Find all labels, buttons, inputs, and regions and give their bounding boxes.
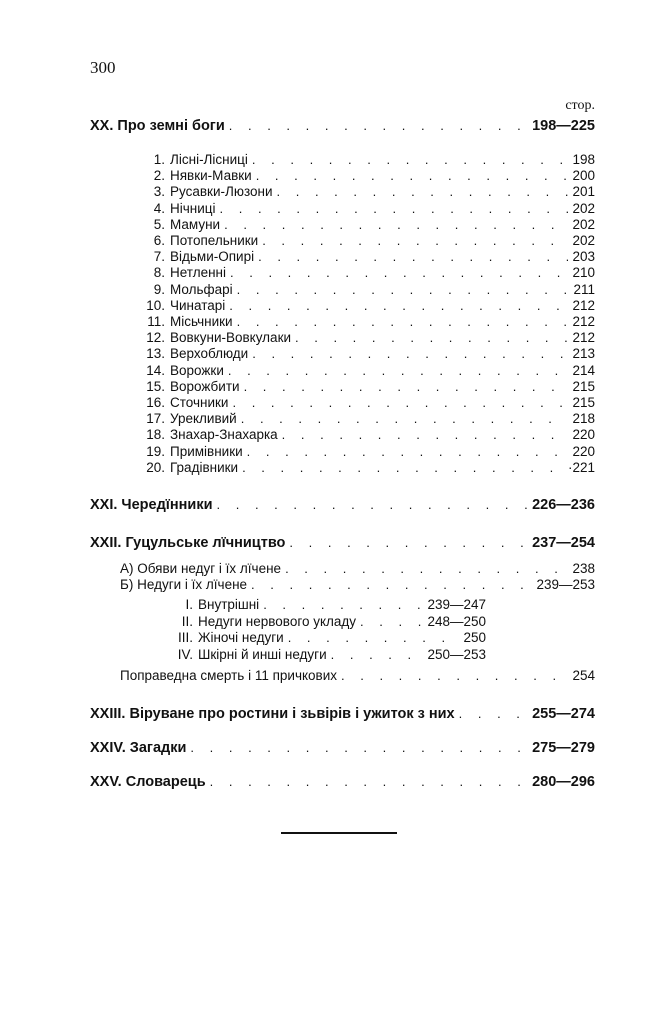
- dot-leader: [258, 249, 568, 264]
- entry-label: 11. Місьчники: [138, 314, 233, 329]
- dot-leader: [229, 118, 528, 133]
- entry-page: 215: [572, 395, 595, 410]
- toc-entry: [138, 217, 595, 232]
- entry-label: 16. Сточники: [138, 395, 228, 410]
- entry-number: 19.: [146, 443, 165, 459]
- entry-label: 3. Русавки-Люзони: [138, 184, 273, 199]
- entry-page: 214: [572, 362, 595, 378]
- toc-entry: [120, 561, 595, 576]
- entry-number: 3.: [153, 184, 165, 200]
- dot-leader: [237, 282, 570, 297]
- toc-section-xxi: [90, 497, 595, 513]
- entry-page: 198: [572, 152, 595, 167]
- toc-entry: [166, 630, 486, 645]
- entry-page: 212: [572, 330, 595, 346]
- toc-entry: [138, 249, 595, 264]
- entry-label: II. Недуги нервового укладу: [166, 614, 356, 629]
- entry-page: 250: [463, 630, 486, 645]
- entry-number: 18.: [146, 427, 165, 443]
- toc-section-xx: [90, 118, 595, 134]
- pages-column-header: стор.: [565, 98, 595, 113]
- toc-entry: [138, 168, 595, 183]
- entry-page: 202: [572, 216, 595, 232]
- entry-number: 8.: [153, 265, 165, 281]
- entry-page: 211: [573, 281, 595, 297]
- entry-number: 12.: [146, 330, 165, 346]
- entry-label: 10. Чинатарі: [138, 298, 225, 313]
- entry-number: 15.: [146, 378, 165, 394]
- entry-number: II.: [181, 613, 193, 629]
- entry-page: 220: [572, 427, 595, 443]
- entry-page: 215: [572, 378, 595, 394]
- entry-label: III. Жіночі недуги: [166, 630, 284, 645]
- entry-label: 15. Ворожбити: [138, 379, 240, 394]
- entry-page: 202: [572, 200, 595, 216]
- entry-page: 238: [572, 561, 595, 576]
- toc-entry: [166, 614, 486, 629]
- toc-entry: [138, 201, 595, 216]
- dot-leader: [228, 363, 569, 378]
- entry-number: 1.: [153, 152, 165, 167]
- entry-number: 2.: [153, 168, 165, 184]
- entry-label: 5. Мамуни: [138, 217, 220, 232]
- dot-leader: [237, 314, 569, 329]
- dot-leader: [459, 706, 528, 721]
- dot-leader: [229, 298, 568, 313]
- dot-leader: [241, 411, 569, 426]
- entry-page: 218: [572, 411, 595, 427]
- toc-entry: [138, 395, 595, 410]
- section-title: XX. Про земні боги: [90, 118, 225, 134]
- entry-page: ·221: [567, 459, 595, 475]
- dot-leader: [289, 535, 528, 550]
- entry-number: 6.: [153, 233, 165, 248]
- toc-entry: [138, 363, 595, 378]
- entry-page: 250—253: [427, 646, 486, 662]
- section-title: XXI. Чередїнники: [90, 497, 213, 513]
- entry-label: IV. Шкірні й инші недуги: [166, 647, 327, 662]
- dot-leader: [251, 577, 532, 592]
- toc-entry: [138, 411, 595, 426]
- toc-entry: [138, 346, 595, 361]
- entry-label: Б) Недуги і їх лїчене: [120, 577, 248, 592]
- dot-leader: [230, 265, 568, 280]
- toc-entry: [138, 233, 595, 248]
- entry-number: 13.: [146, 346, 165, 362]
- dot-leader: [190, 740, 528, 755]
- entry-number: 10.: [146, 297, 165, 313]
- dot-leader: [247, 444, 569, 459]
- entry-label: 1. Лісні-Лісниці: [138, 152, 248, 167]
- section-pages: 280—296: [532, 774, 595, 790]
- entry-label: 19. Примівники: [138, 444, 243, 459]
- entry-page: 203: [572, 249, 595, 265]
- dot-leader: [252, 346, 568, 361]
- dot-leader: [263, 597, 423, 612]
- dot-leader: [282, 427, 569, 442]
- section-title: XXV. Словарець: [90, 774, 206, 790]
- toc-entry: [138, 427, 595, 442]
- toc-entry: [138, 152, 595, 167]
- section-pages: 237—254: [532, 535, 595, 551]
- entry-number: 5.: [153, 216, 165, 232]
- entry-label: 6. Потопельники: [138, 233, 258, 248]
- dot-leader: [242, 460, 564, 475]
- entry-page: 200: [572, 168, 595, 184]
- toc-entry: [120, 668, 595, 683]
- entry-label: 13. Верхоблюди: [138, 346, 248, 361]
- entry-number: 7.: [153, 249, 165, 265]
- dot-leader: [217, 497, 529, 512]
- toc-section-xxv: [90, 774, 595, 790]
- entry-number: 20.: [146, 459, 165, 475]
- entry-page: 248—250: [427, 613, 486, 629]
- dot-leader: [244, 379, 569, 394]
- dot-leader: [295, 330, 568, 345]
- entry-page: 254: [572, 668, 595, 683]
- toc-entry: [138, 314, 595, 329]
- entry-number: 14.: [146, 362, 165, 378]
- toc-entry: [138, 265, 595, 280]
- dot-leader: [341, 668, 568, 683]
- section-pages: 226—236: [532, 497, 595, 513]
- dot-leader: [210, 774, 528, 789]
- dot-leader: [256, 168, 569, 183]
- entry-page: 202: [572, 233, 595, 248]
- section-title: XXIII. Віруване про ростини і зьвірів і ужиток з них: [90, 706, 455, 722]
- toc-section-xxiv: [90, 740, 595, 756]
- entry-label: 7. Відьми-Опирі: [138, 249, 254, 264]
- entry-number: III.: [177, 630, 193, 645]
- dot-leader: [360, 614, 423, 629]
- toc-entry: [138, 298, 595, 313]
- toc-section-xxii: [90, 535, 595, 551]
- entry-label: 20. Градівники: [138, 460, 238, 475]
- dot-leader: [262, 233, 568, 248]
- entry-page: 213: [572, 346, 595, 362]
- entry-page: 220: [572, 443, 595, 459]
- entry-page: 210: [572, 265, 595, 281]
- entry-page: 212: [572, 297, 595, 313]
- entry-label: 8. Нетленні: [138, 265, 226, 280]
- toc-entry: [138, 282, 595, 297]
- entry-number: 17.: [146, 411, 165, 427]
- entry-label: 4. Нічниці: [138, 201, 216, 216]
- toc-entry: [166, 647, 486, 662]
- toc-section-xxiii: [90, 706, 595, 722]
- dot-leader: [331, 647, 424, 662]
- divider-rule: [281, 832, 397, 834]
- toc-entry: [138, 184, 595, 199]
- toc-entry: [138, 444, 595, 459]
- entry-page: 239—247: [427, 597, 486, 612]
- entry-number: 9.: [153, 281, 165, 297]
- entry-number: 16.: [146, 395, 165, 410]
- entry-label: I. Внутрішні: [166, 597, 259, 612]
- section-title: XXII. Гуцульське лїчництво: [90, 535, 286, 551]
- entry-label: А) Обяви недуг і їх лїчене: [120, 561, 282, 576]
- entry-label: 14. Ворожки: [138, 363, 224, 378]
- section-pages: 275—279: [532, 740, 595, 756]
- entry-number: IV.: [177, 646, 193, 662]
- dot-leader: [252, 152, 569, 167]
- entry-page: 201: [572, 184, 595, 200]
- entry-label: 9. Мольфарі: [138, 282, 233, 297]
- dot-leader: [220, 201, 569, 216]
- entry-number: 11.: [147, 314, 165, 329]
- section-title: XXIV. Загадки: [90, 740, 187, 756]
- toc-entry: [166, 597, 486, 612]
- dot-leader: [277, 184, 569, 199]
- dot-leader: [285, 561, 568, 576]
- toc-entry: [138, 379, 595, 394]
- toc-entry: [138, 460, 595, 475]
- dot-leader: [288, 630, 460, 645]
- entry-label: 17. Урекливий: [138, 411, 237, 426]
- entry-label: 2. Нявки-Мавки: [138, 168, 252, 183]
- dot-leader: [232, 395, 568, 410]
- entry-page: 212: [572, 314, 595, 329]
- page-number: 300: [90, 58, 116, 77]
- entry-label: 18. Знахар-Знахарка: [138, 427, 278, 442]
- entry-number: I.: [185, 597, 193, 612]
- toc-entry: [138, 330, 595, 345]
- entry-label: Поправедна смерть і 11 причкових: [120, 668, 338, 683]
- entry-label: 12. Вовкуни-Вовкулаки: [138, 330, 291, 345]
- section-pages: 255—274: [532, 706, 595, 722]
- entry-page: 239—253: [536, 577, 595, 592]
- toc-entry: [120, 577, 595, 592]
- entry-number: 4.: [153, 200, 165, 216]
- section-pages: 198—225: [532, 118, 595, 134]
- dot-leader: [224, 217, 568, 232]
